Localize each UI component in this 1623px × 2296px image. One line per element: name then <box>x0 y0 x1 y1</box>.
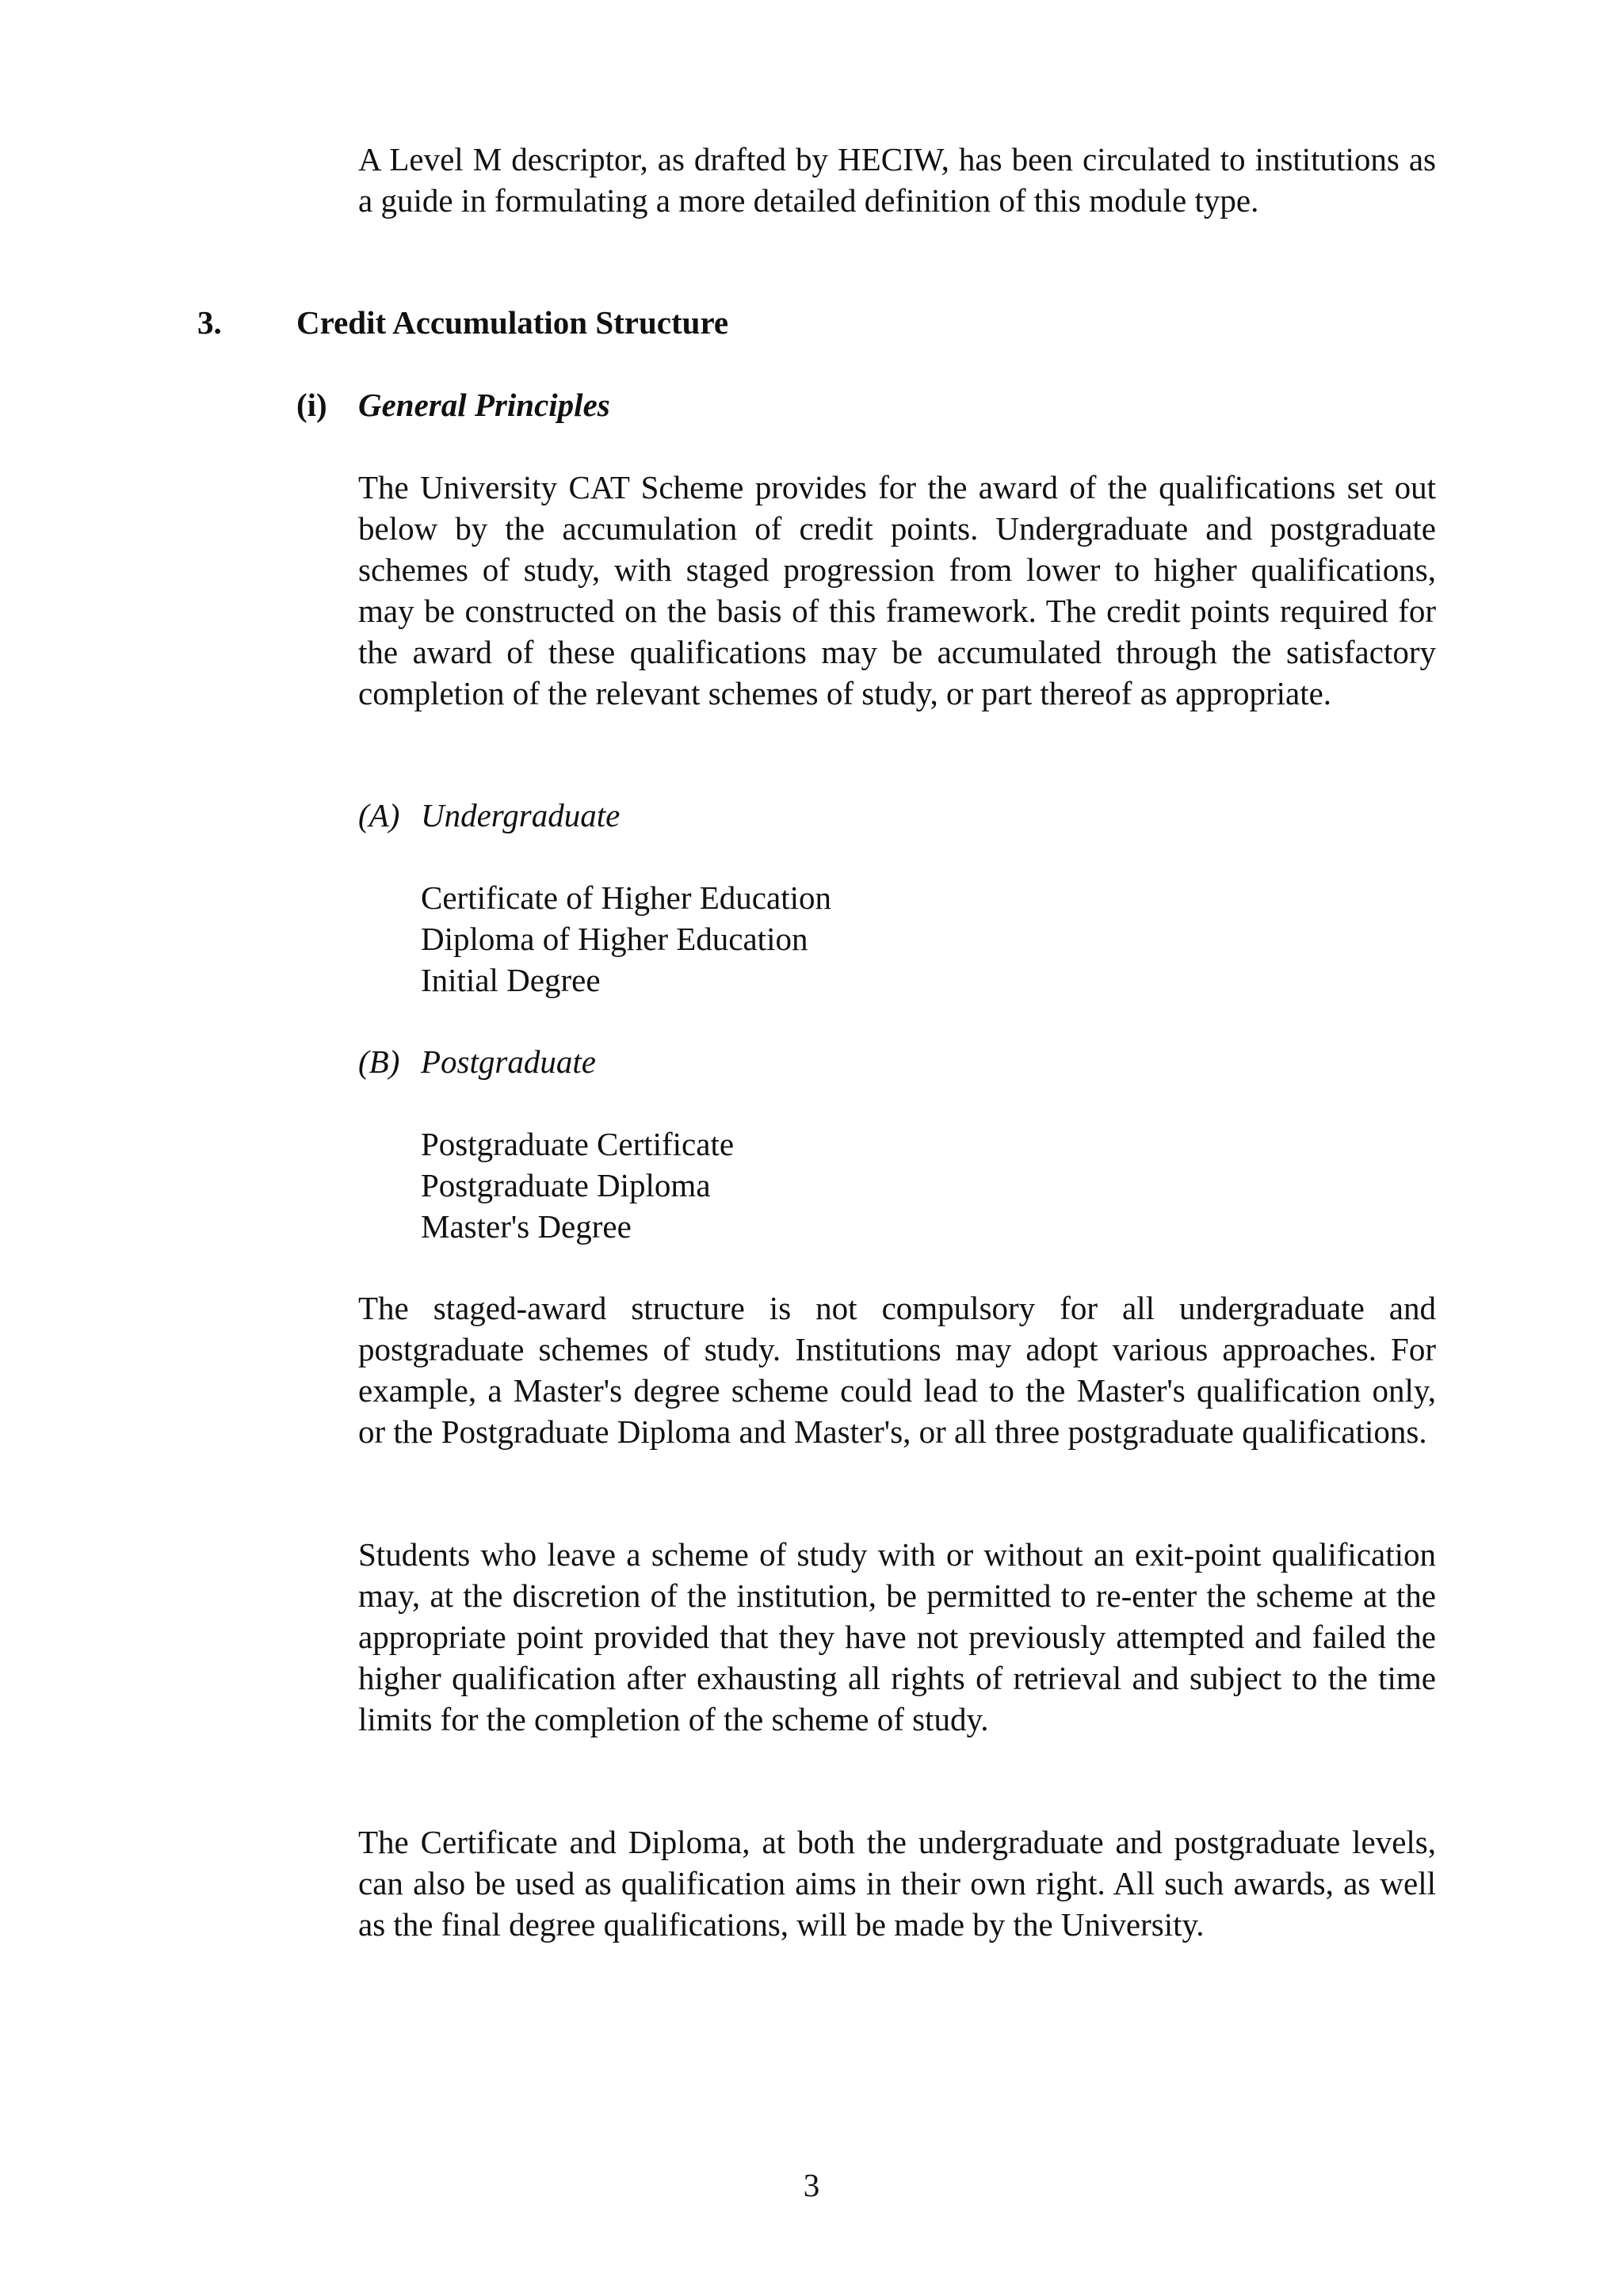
postgraduate-qualification-list <box>421 1123 734 1247</box>
undergraduate-qualification-list <box>421 877 831 1001</box>
general-principles-paragraph: The University CAT Scheme provides for the award of the qualifications set out below by the accumulation of credit points. Undergraduate and postgraduate schemes of study, with staged progression from lower to higher qualifications, may be constructed on the basis of this framework. The credit points required for the award of these qualifications may be accumulated through the satisfactory completion of the relevant schemes of study, or part thereof as appropriate. <box>358 469 1436 711</box>
list-item: Diploma of Higher Education <box>421 921 808 957</box>
list-item: Initial Degree <box>421 962 601 998</box>
undergraduate-label: (A) <box>358 797 400 833</box>
postgraduate-label: (B) <box>358 1043 400 1080</box>
section-heading: Credit Accumulation Structure <box>296 304 729 341</box>
subsection-heading: General Principles <box>358 387 610 423</box>
list-item: Certificate of Higher Education <box>421 879 831 916</box>
page-number: 3 <box>803 2167 820 2203</box>
list-item: Postgraduate Certificate <box>421 1126 735 1162</box>
subsection-number: (i) <box>296 387 327 423</box>
list-item: Postgraduate Diploma <box>421 1167 711 1203</box>
postgraduate-heading: Postgraduate <box>421 1043 596 1080</box>
section-number: 3. <box>197 304 222 341</box>
intro-paragraph: A Level M descriptor, as drafted by HECIW, has been circulated to institutions as a guide in formulating a more detailed definition of this module type. <box>358 141 1436 219</box>
list-item: Master's Degree <box>421 1208 632 1245</box>
reentry-paragraph: Students who leave a scheme of study with or without an exit-point qualification may, at the discretion of the institution, be permitted to re-enter the scheme at the appropriate point provided that they have not previously attempted and failed the higher qualification after exhausting all rights of retrieval and subject to the time limits for the completion of the scheme of study. <box>358 1536 1436 1737</box>
awards-paragraph: The Certificate and Diploma, at both the undergraduate and postgraduate levels, can also be used as qualification aims in their own right. All such awards, as well as the final degree qualifications, will be made by the University. <box>358 1824 1436 1943</box>
staged-award-paragraph: The staged-award structure is not compulsory for all undergraduate and postgraduate schemes of study. Institutions may adopt various approaches. For example, a Master's degree scheme could lead to the Master's qualification only, or the Postgraduate Diploma and Master's, or all three postgraduate qualifications. <box>358 1290 1436 1450</box>
undergraduate-heading: Undergraduate <box>421 797 621 833</box>
